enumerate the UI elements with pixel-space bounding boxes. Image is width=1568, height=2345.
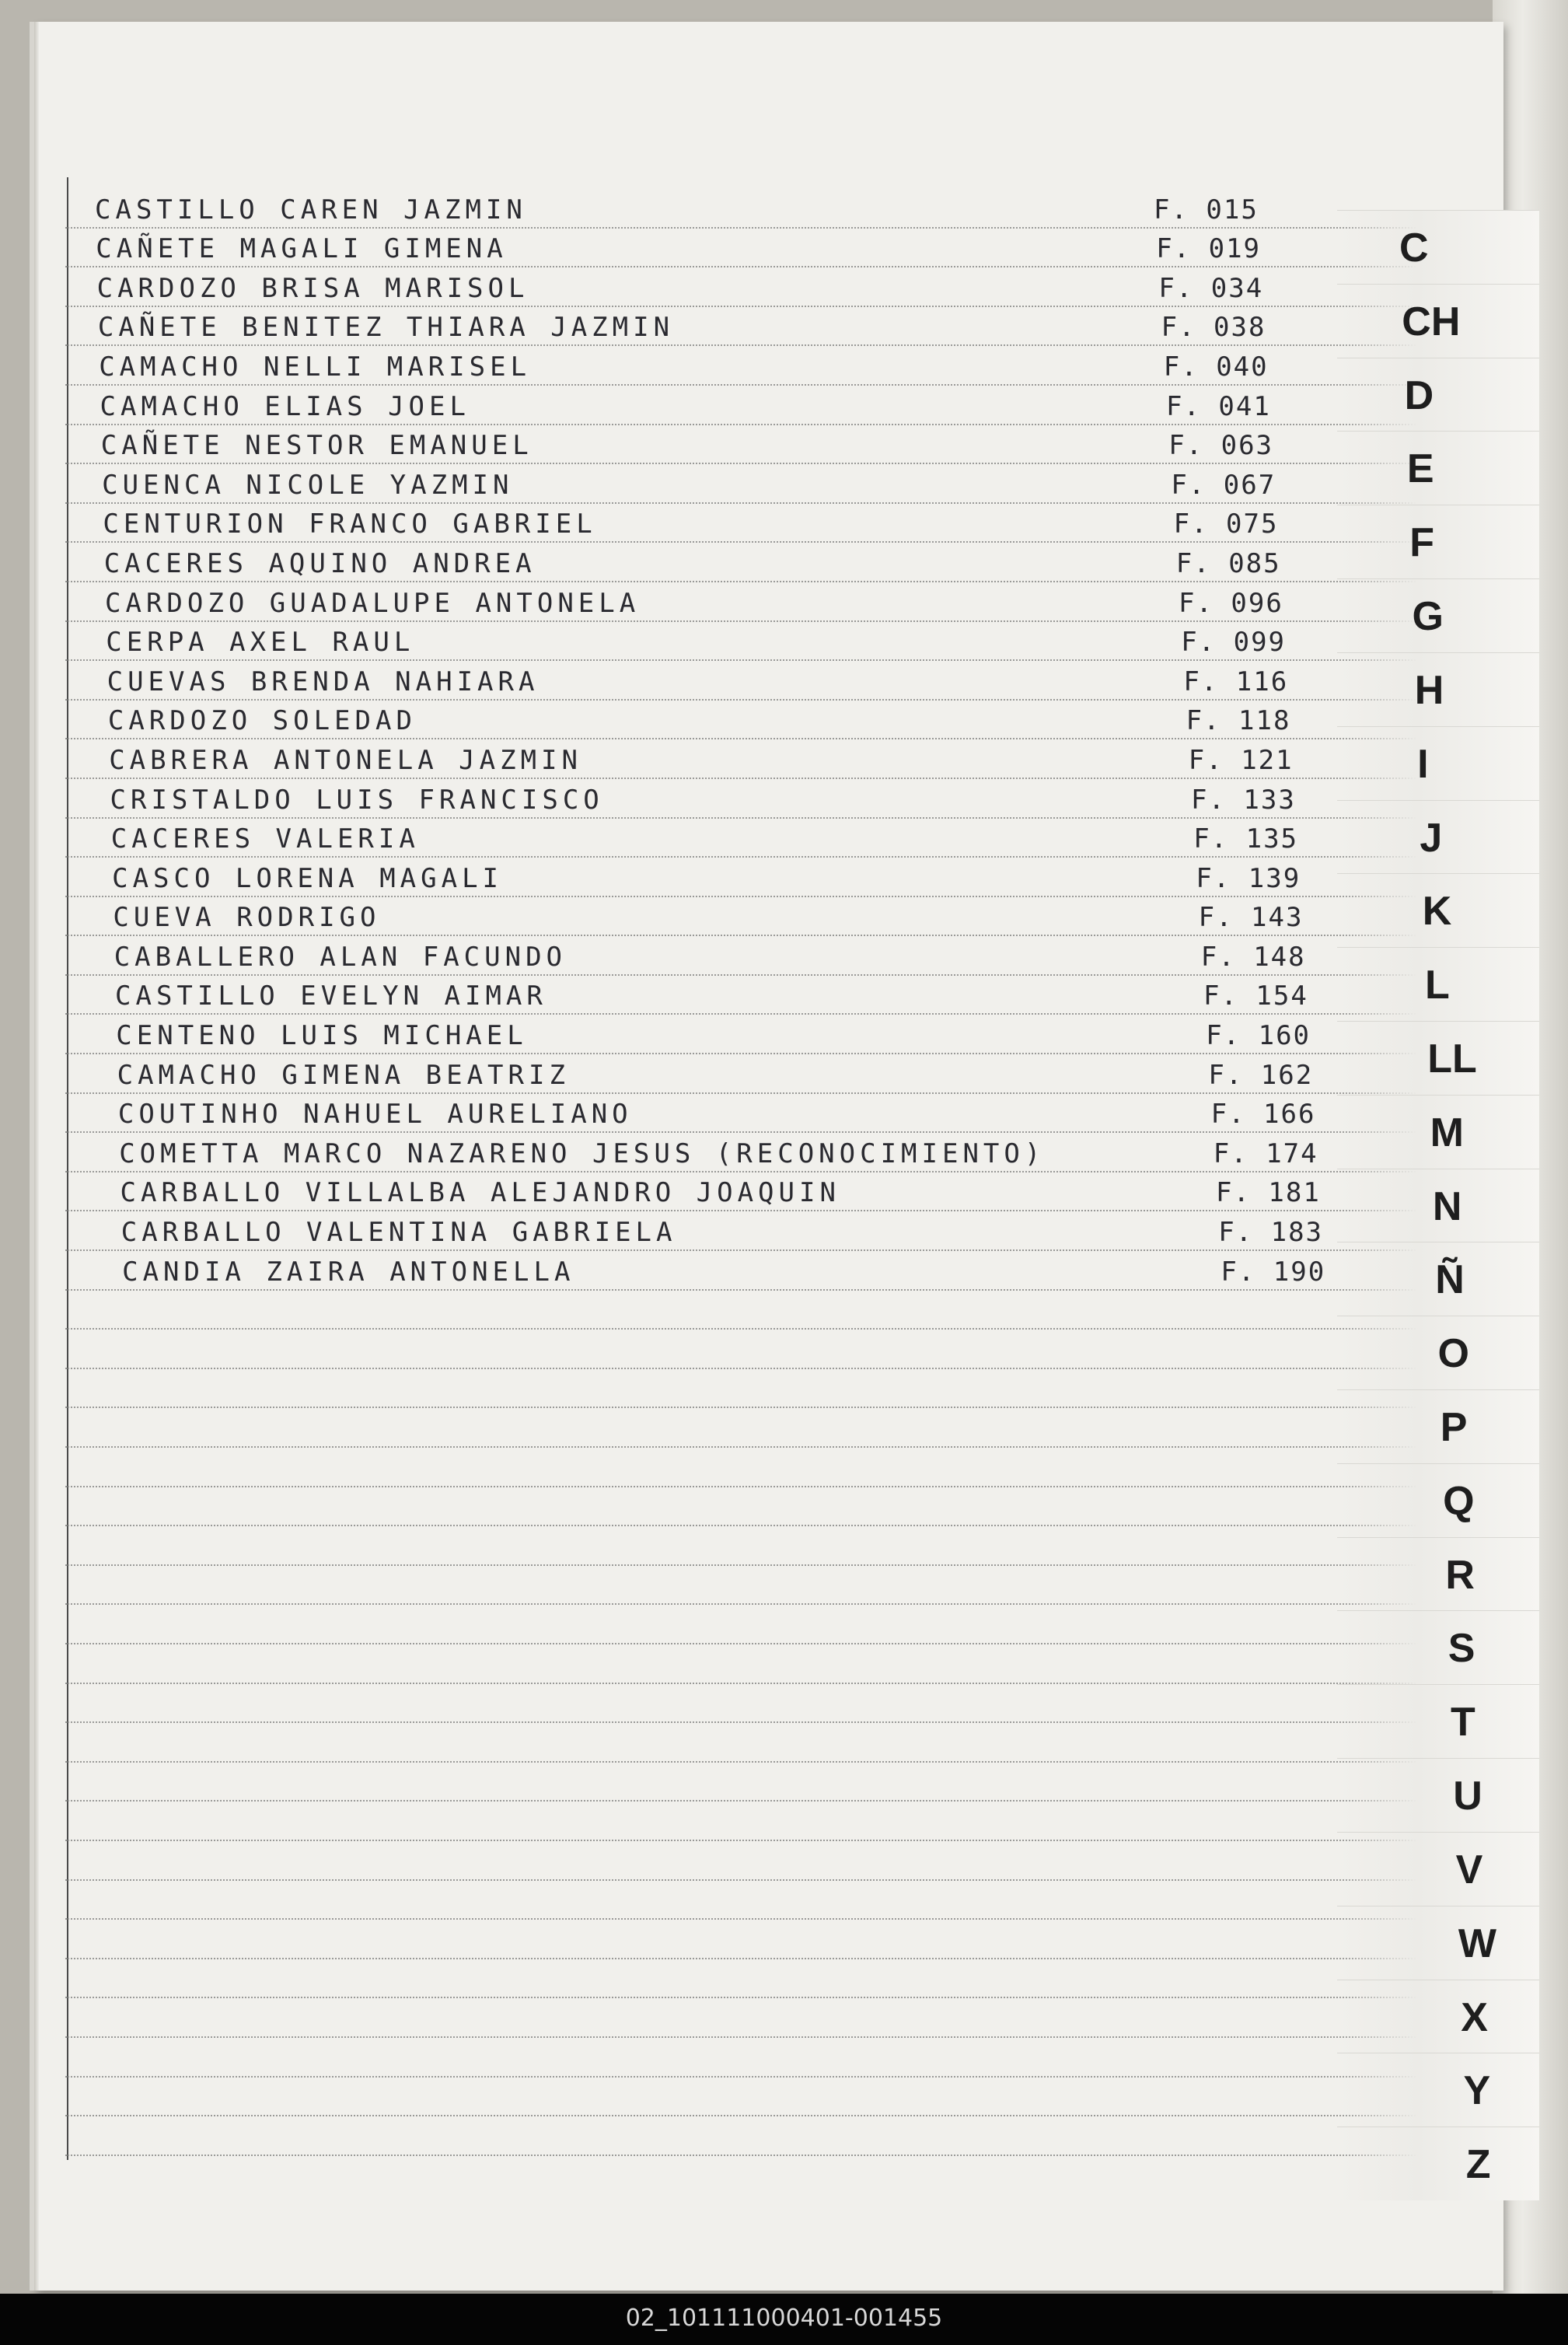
ledger-row [65,1211,1434,1251]
entry-name: CASCO LORENA MAGALI [112,862,504,894]
empty-ruled-line [65,1369,1434,1409]
index-tab-letter: J [1420,815,1443,861]
empty-ruled-line [65,1802,1434,1841]
ledger-row [65,1094,1434,1134]
index-tab[interactable] [1337,1906,1539,1980]
entry-name: CABRERA ANTONELA JAZMIN [109,744,582,776]
index-tab[interactable] [1337,431,1539,505]
index-tab-letter: S [1448,1626,1475,1672]
entry-folio: F. 019 [1156,233,1262,265]
index-tab-letter: K [1422,889,1452,935]
index-tab-letter: CH [1402,299,1461,344]
entry-name: CAÑETE NESTOR EMANUEL [100,430,533,462]
index-tab-letter: Z [1465,2142,1491,2188]
index-tab-letter: V [1455,1847,1483,1892]
entry-name: CENTENO LUIS MICHAEL [116,1020,528,1052]
empty-ruled-line [65,1959,1434,1999]
index-tab[interactable] [1337,1169,1539,1242]
footer-bar [0,2294,1568,2345]
index-tab-letter: O [1437,1331,1469,1377]
entry-folio: F. 038 [1161,312,1266,344]
entry-folio: F. 139 [1196,862,1301,894]
index-tab-letter: M [1430,1110,1464,1155]
entry-folio: F. 174 [1213,1138,1318,1169]
entry-folio: F. 160 [1206,1020,1311,1052]
entry-name: CABALLERO ALAN FACUNDO [113,941,567,973]
ledger-row [65,1172,1434,1212]
empty-ruled-line [65,1763,1434,1802]
entry-name: COMETTA MARCO NAZARENO JESUS (RECONOCIMIENTO) [119,1138,1046,1169]
index-tab[interactable] [1337,2053,1539,2127]
index-tab[interactable] [1337,1684,1539,1758]
ledger-row [65,189,1434,229]
empty-ruled-line [65,1526,1434,1566]
empty-ruled-line [65,1881,1434,1920]
alphabet-index-tabs [1337,210,1539,2200]
index-tab[interactable] [1337,1095,1539,1169]
index-tab[interactable] [1337,2127,1539,2200]
entry-name: CARBALLO VILLALBA ALEJANDRO JOAQUIN [120,1177,840,1209]
entry-folio: F. 181 [1216,1177,1321,1209]
ledger-row [65,1133,1434,1172]
empty-ruled-line [65,1330,1434,1369]
ledger-row [65,858,1434,897]
empty-ruled-line [65,1841,1434,1881]
index-tab[interactable] [1337,1389,1539,1463]
ledger-row [65,779,1434,819]
index-tab[interactable] [1337,284,1539,358]
entry-folio: F. 135 [1193,823,1299,855]
entry-name: CARDOZO SOLEDAD [107,705,417,737]
ledger-row [65,229,1434,268]
empty-ruled-line [65,1408,1434,1448]
index-tab-letter: D [1404,372,1434,418]
index-tab[interactable] [1337,578,1539,652]
index-tab-letter: G [1412,594,1444,640]
entry-name: CUENCA NICOLE YAZMIN [102,469,514,501]
index-tab-letter: U [1453,1774,1482,1819]
entry-folio: F. 162 [1208,1059,1314,1091]
index-tab[interactable] [1337,210,1539,284]
ledger-row [65,464,1434,504]
entry-folio: F. 041 [1166,390,1271,422]
index-tab-letter: R [1445,1552,1475,1598]
index-tab[interactable] [1337,1021,1539,1095]
index-tab[interactable] [1337,800,1539,874]
ledger-row [65,661,1434,701]
entry-name: CAÑETE BENITEZ THIARA JAZMIN [97,312,675,344]
empty-ruled-line [65,1684,1434,1724]
index-tab[interactable] [1337,1242,1539,1316]
entry-folio: F. 034 [1158,272,1264,304]
ledger-row [65,701,1434,740]
index-tab-letter: T [1451,1700,1475,1746]
entry-folio: F. 183 [1218,1217,1324,1249]
entry-name: CANDIA ZAIRA ANTONELLA [122,1256,575,1288]
index-tab-letter: N [1432,1183,1462,1229]
entry-name: CAMACHO NELLI MARISEL [99,351,532,383]
empty-ruled-line [65,2116,1434,2156]
ledger-row [65,819,1434,858]
entry-name: CARDOZO GUADALUPE ANTONELA [105,587,641,619]
entry-list [65,189,1434,2156]
entry-folio: F. 118 [1186,705,1291,737]
empty-ruled-line [65,1291,1434,1330]
index-tab[interactable] [1337,1537,1539,1611]
ledger-row [65,897,1434,937]
empty-ruled-line [65,1605,1434,1644]
entry-name: CENTURION FRANCO GABRIEL [103,508,597,540]
ledger-row [65,1054,1434,1094]
index-tab-letter: Q [1443,1478,1475,1524]
index-tab-letter: Y [1463,2068,1491,2114]
empty-ruled-line [65,1644,1434,1684]
ledger-row [65,1251,1434,1291]
entry-folio: F. 148 [1200,941,1306,973]
empty-ruled-line [65,1487,1434,1527]
index-tab-letter: I [1417,741,1429,787]
entry-folio: F. 143 [1198,902,1304,934]
index-tab-letter: LL [1427,1036,1477,1082]
entry-folio: F. 133 [1191,784,1296,816]
empty-ruled-line [65,1723,1434,1763]
entry-name: CERPA AXEL RAUL [106,627,415,659]
ledger-row [65,1015,1434,1054]
index-tab[interactable] [1337,1463,1539,1537]
entry-name: CARBALLO VALENTINA GABRIELA [120,1217,677,1249]
index-tab-letter: X [1461,1994,1488,2040]
entry-folio: F. 166 [1210,1099,1316,1131]
entry-folio: F. 085 [1175,547,1281,579]
index-tab-letter: P [1440,1405,1468,1450]
index-tab-letter: C [1399,225,1429,271]
entry-folio: F. 063 [1168,430,1274,462]
index-tab[interactable] [1337,652,1539,726]
index-tab[interactable] [1337,726,1539,800]
entry-name: COUTINHO NAHUEL AURELIANO [117,1099,633,1131]
index-tab[interactable] [1337,873,1539,947]
index-tab[interactable] [1337,505,1539,578]
ledger-row [65,346,1434,386]
entry-name: CAMACHO GIMENA BEATRIZ [117,1059,570,1091]
empty-ruled-line [65,1920,1434,1959]
ledger-row [65,582,1434,622]
entry-name: CAMACHO ELIAS JOEL [100,390,470,422]
entry-folio: F. 116 [1183,666,1289,697]
index-tab[interactable] [1337,947,1539,1021]
ledger-row [65,976,1434,1015]
page-spine [34,22,39,2291]
entry-name: CACERES VALERIA [110,823,420,855]
index-tab-letter: Ñ [1435,1257,1465,1303]
empty-ruled-line [65,2078,1434,2117]
ledger-row [65,504,1434,543]
entry-name: CUEVAS BRENDA NAHIARA [107,666,540,697]
entry-name: CAÑETE MAGALI GIMENA [96,233,508,265]
index-tab[interactable] [1337,1610,1539,1684]
ledger-row [65,739,1434,779]
ledger-row [65,543,1434,582]
index-tab-letter: H [1414,667,1444,713]
ledger-row [65,936,1434,976]
index-tab-letter: L [1425,963,1450,1008]
entry-folio: F. 040 [1163,351,1269,383]
entry-folio: F. 121 [1188,744,1294,776]
entry-folio: F. 075 [1173,508,1279,540]
entry-folio: F. 015 [1154,194,1259,225]
ledger-row [65,386,1434,425]
ledger-row [65,425,1434,465]
entry-name: CASTILLO EVELYN AIMAR [115,980,547,1012]
index-tab-letter: W [1458,1920,1496,1966]
index-tab-letter: E [1406,446,1434,492]
empty-ruled-line [65,1566,1434,1606]
entry-name: CRISTALDO LUIS FRANCISCO [110,784,604,816]
index-tab[interactable] [1337,1316,1539,1389]
ledger-row [65,267,1434,307]
empty-ruled-line [65,1998,1434,2038]
index-tab[interactable] [1337,1980,1539,2053]
footer-label: 02_101111000401-001455 [625,2305,943,2332]
index-tab[interactable] [1337,358,1539,432]
index-tab[interactable] [1337,1832,1539,1906]
entry-name: CARDOZO BRISA MARISOL [96,272,529,304]
entry-folio: F. 190 [1221,1256,1326,1288]
entry-folio: F. 154 [1203,980,1308,1012]
entry-name: CUEVA RODRIGO [113,902,381,934]
ledger-page [34,22,1503,2291]
index-tab[interactable] [1337,1758,1539,1832]
ledger-row [65,307,1434,347]
empty-ruled-line [65,1448,1434,1487]
empty-ruled-line [65,2038,1434,2078]
entry-folio: F. 067 [1171,469,1276,501]
index-tab-letter: F [1409,520,1434,566]
entry-name: CACERES AQUINO ANDREA [103,547,536,579]
ledger-row [65,622,1434,662]
entry-name: CASTILLO CAREN JAZMIN [95,194,527,225]
entry-folio: F. 096 [1179,587,1283,619]
entry-folio: F. 099 [1181,627,1287,659]
